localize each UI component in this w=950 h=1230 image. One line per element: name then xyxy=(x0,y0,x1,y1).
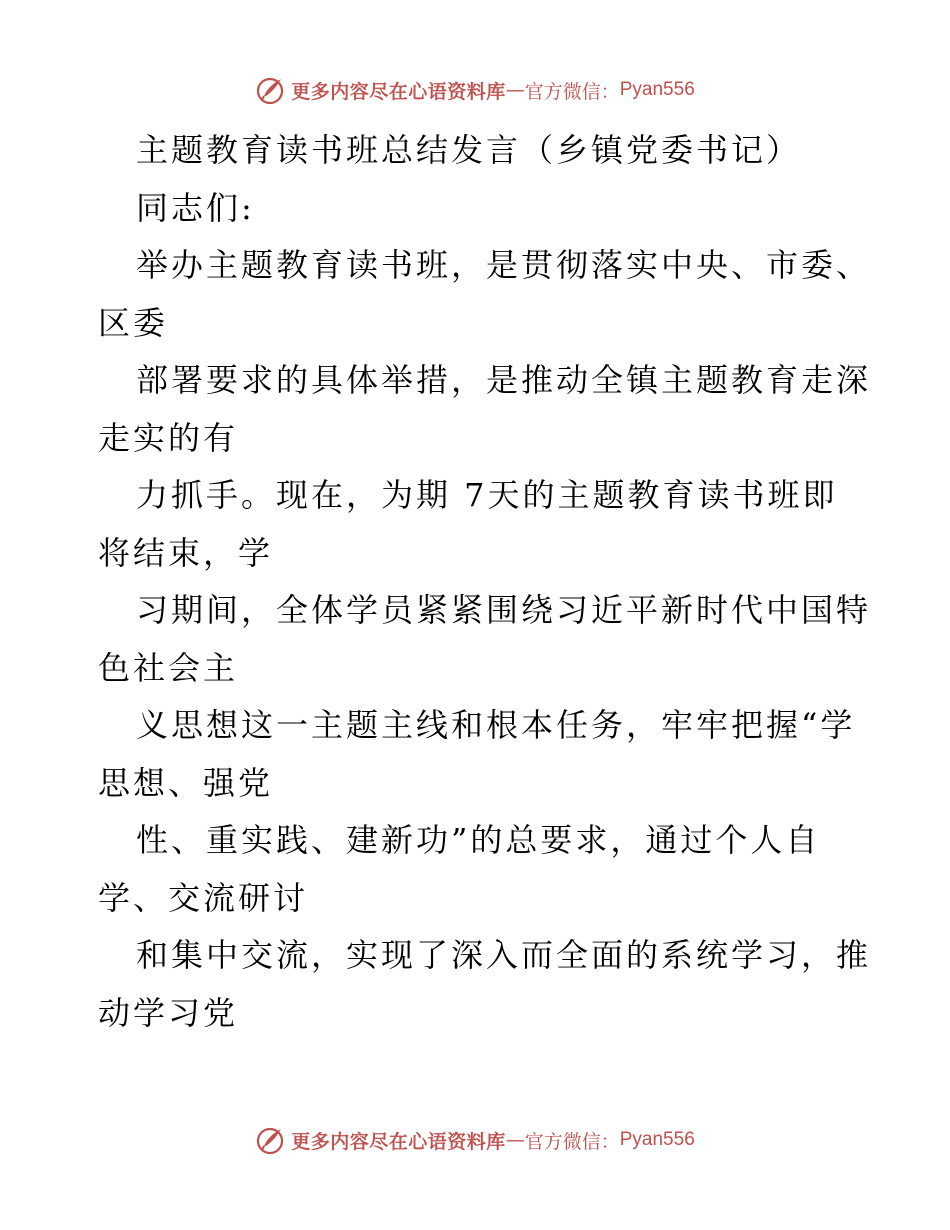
paragraph-line: 习期间，全体学员紧紧围绕习近平新时代中国特 xyxy=(136,591,872,629)
paragraph-line: 思想、强党 xyxy=(98,763,274,802)
header-banner-text: 更多内容尽在心语资料库 xyxy=(291,80,506,103)
footer-banner xyxy=(0,1120,950,1160)
paragraph-line: 区委 xyxy=(98,303,169,342)
header-banner-dash: — xyxy=(505,79,525,101)
paragraph-line: 和集中交流，实现了深入而全面的系统学习，推 xyxy=(136,936,872,974)
salutation: 同志们: xyxy=(136,188,255,227)
paragraph-line: 性、重实践、建新功”的总要求，通过个人自 xyxy=(136,821,821,859)
quill-pen-logo-icon xyxy=(255,1125,285,1155)
paragraph-line: 色社会主 xyxy=(98,648,239,687)
header-wechat-label: 官方微信： xyxy=(524,80,620,103)
header-wechat-account: Pyan556 xyxy=(619,79,695,100)
paragraph-line: 动学习党 xyxy=(98,993,239,1032)
paragraph-line: 举办主题教育读书班，是贯彻落实中央、市委、 xyxy=(136,246,872,284)
paragraph-line: 学、交流研讨 xyxy=(98,878,309,917)
document-title: 主题教育读书班总结发言（乡镇党委书记） xyxy=(136,131,802,169)
paragraph-line: 义思想这一主题主线和根本任务，牢牢把握“学 xyxy=(136,706,856,744)
paragraph-line: 走实的有 xyxy=(98,418,239,457)
paragraph-line: 力抓手。现在，为期 7天的主题教育读书班即 xyxy=(136,476,838,514)
footer-banner-text: 更多内容尽在心语资料库 xyxy=(291,1130,506,1153)
footer-wechat-label: 官方微信： xyxy=(524,1130,620,1153)
footer-wechat-account: Pyan556 xyxy=(619,1129,695,1150)
paragraph-line: 将结束，学 xyxy=(98,533,274,572)
paragraph-line: 部署要求的具体举措，是推动全镇主题教育走深 xyxy=(136,361,872,399)
footer-banner-dash: — xyxy=(505,1129,525,1151)
quill-pen-logo-icon xyxy=(255,75,285,105)
document-body xyxy=(98,122,872,1042)
header-banner xyxy=(0,70,950,110)
